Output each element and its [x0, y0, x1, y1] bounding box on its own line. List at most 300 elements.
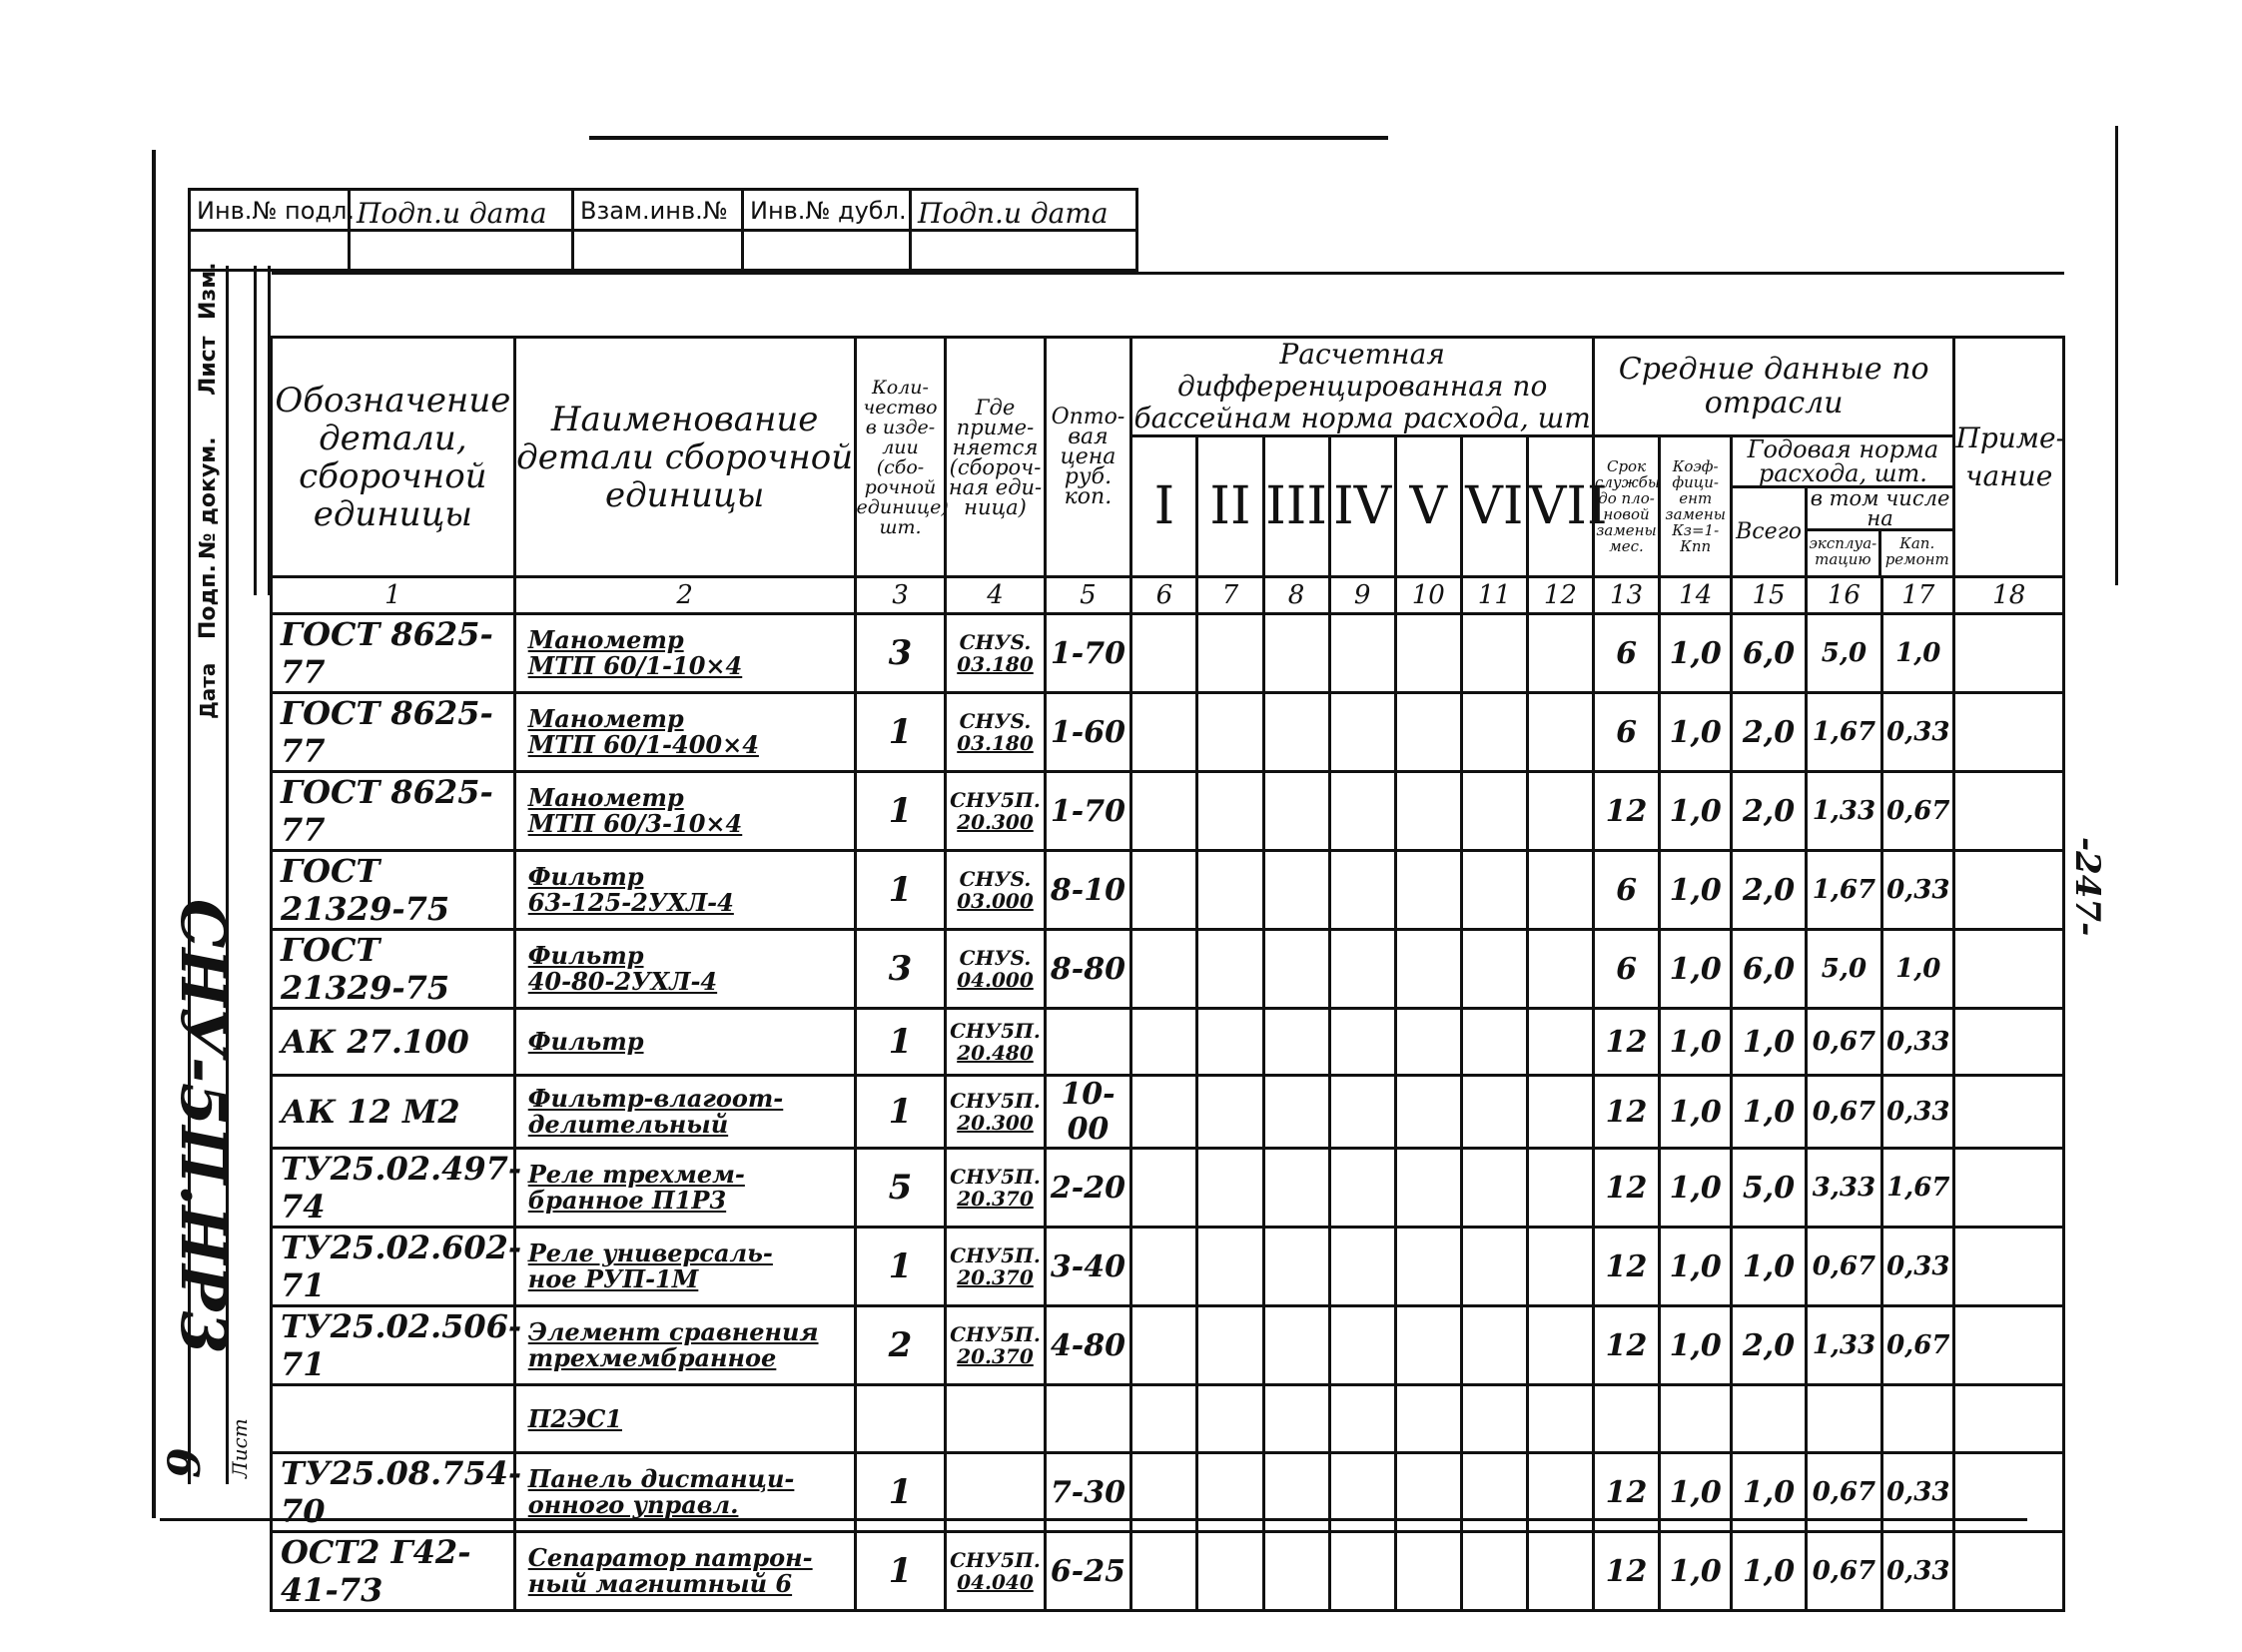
frame-left-line	[152, 150, 156, 1518]
cell-where	[946, 1228, 1045, 1306]
coef-text: 1,0	[1669, 872, 1722, 908]
where-line-2: 03.180	[957, 652, 1034, 676]
cell-basin-9	[1329, 772, 1395, 851]
cell-total	[1732, 1076, 1806, 1149]
where-line-1: СНУ5П.	[950, 1548, 1041, 1572]
stamp-vzam-inv: Взам.инв.№	[580, 197, 728, 225]
cell-basin-12	[1527, 851, 1593, 930]
cap-repair-text: 1,0	[1895, 638, 1941, 668]
where-line-1: СНУS.	[959, 630, 1032, 654]
cell-exploit	[1806, 851, 1881, 930]
price-text: 10-00	[1061, 1077, 1116, 1147]
exploit-text: 3,33	[1812, 1173, 1876, 1203]
name-line-2: бранное П1Р3	[527, 1186, 727, 1215]
qty-text: 1	[888, 1246, 913, 1286]
cell-designation	[272, 1009, 515, 1076]
cell-basin-11	[1461, 772, 1527, 851]
header-basin-norm: Расчетная дифференцированная по бассейнам норма расхода, шт	[1131, 338, 1594, 436]
table-row	[272, 1149, 2064, 1228]
cell-coef	[1660, 930, 1732, 1009]
cell-note	[1954, 772, 2064, 851]
cell-price	[1045, 930, 1131, 1009]
cap-repair-text: 0,33	[1886, 1097, 1950, 1127]
cell-note	[1954, 693, 2064, 772]
where-line-1: СНУ5П.	[950, 1089, 1041, 1113]
cell-basin-10	[1395, 614, 1461, 693]
designation-text: ТУ25.02.497-74	[281, 1150, 522, 1226]
cell-coef	[1660, 1306, 1732, 1385]
cell-service-life	[1593, 1076, 1659, 1149]
cell-note	[1954, 851, 2064, 930]
cell-price	[1045, 772, 1131, 851]
header-designation: Обозначение детали, сборочной единицы	[272, 338, 515, 577]
cell-service-life	[1593, 693, 1659, 772]
cell-designation	[272, 1076, 515, 1149]
coef-text: 1,0	[1669, 1024, 1722, 1060]
service-life-text: 12	[1605, 1170, 1648, 1206]
cell-designation	[272, 772, 515, 851]
cell-basin-9	[1329, 1228, 1395, 1306]
price-text: 1-70	[1050, 793, 1125, 829]
designation-text: ГОСТ 8625-77	[281, 773, 493, 849]
cell-basin-11	[1461, 1532, 1527, 1611]
cell-name	[514, 1149, 855, 1228]
col-num: 15	[1732, 577, 1806, 614]
coef-text: 1,0	[1669, 635, 1722, 671]
price-text: 4-80	[1050, 1327, 1125, 1363]
where-line-2: 04.040	[957, 1570, 1034, 1594]
cell-basin-9	[1329, 1385, 1395, 1453]
cell-total	[1732, 1385, 1806, 1453]
service-life-text: 6	[1616, 714, 1637, 750]
cell-basin-11	[1461, 1228, 1527, 1306]
table-row	[272, 851, 2064, 930]
qty-text: 1	[888, 1472, 913, 1512]
cell-basin-8	[1263, 1453, 1329, 1532]
col-num: 9	[1329, 577, 1395, 614]
cell-note	[1954, 614, 2064, 693]
cell-designation	[272, 1532, 515, 1611]
cell-price	[1045, 614, 1131, 693]
cap-repair-text: 0,67	[1886, 796, 1950, 826]
exploit-text: 1,33	[1812, 796, 1876, 826]
coef-text: 1,0	[1669, 1327, 1722, 1363]
cell-where	[946, 1149, 1045, 1228]
cell-basin-12	[1527, 1076, 1593, 1149]
header-qty: Коли-чество в изде-лии (сбо-рочной единице) шт.	[855, 338, 946, 577]
where-line-2: 20.370	[957, 1187, 1034, 1211]
total-text: 5,0	[1742, 1170, 1796, 1206]
table-row	[272, 1076, 2064, 1149]
price-text: 8-80	[1050, 951, 1125, 987]
where-line-2: 20.370	[957, 1265, 1034, 1289]
cell-basin-7	[1197, 1306, 1263, 1385]
header-incl: в том числе на эксплуа-тацию Кап. ремонт	[1806, 487, 1954, 577]
roman-7: VII	[1527, 436, 1593, 577]
cell-total	[1732, 1453, 1806, 1532]
header-coef: Коэф-фици-ент замены Кз=1-Кnп	[1660, 436, 1732, 577]
page-mark: -247-	[2067, 837, 2107, 937]
cell-basin-9	[1329, 1453, 1395, 1532]
cell-name	[514, 772, 855, 851]
stamp-podp-data-2: Подп.и дата	[918, 197, 1109, 230]
name-line-2: онного управл.	[527, 1490, 739, 1519]
designation-text: ГОСТ 8625-77	[281, 694, 493, 770]
service-life-text: 6	[1616, 635, 1637, 671]
column-number-row	[272, 577, 2064, 614]
cell-total	[1732, 930, 1806, 1009]
cell-total	[1732, 1228, 1806, 1306]
where-line-2: 03.000	[957, 889, 1034, 913]
cell-basin-12	[1527, 1453, 1593, 1532]
cell-designation	[272, 851, 515, 930]
cell-basin-9	[1329, 693, 1395, 772]
cap-repair-text: 0,33	[1886, 1027, 1950, 1057]
name-line-1: Панель дистанци-	[527, 1464, 795, 1493]
strip-line-3	[254, 266, 257, 595]
cell-qty	[855, 930, 946, 1009]
qty-text: 1	[888, 791, 913, 831]
where-line-1: СНУ5П.	[950, 1322, 1041, 1346]
where-line-1: СНУS.	[959, 709, 1032, 733]
cell-basin-9	[1329, 1306, 1395, 1385]
table-row	[272, 930, 2064, 1009]
cell-basin-11	[1461, 1306, 1527, 1385]
name-line-1: Фильтр	[527, 941, 644, 970]
where-line-2: 03.180	[957, 731, 1034, 755]
designation-text: ТУ25.02.602-71	[281, 1229, 522, 1304]
frame-top-line	[589, 136, 1388, 140]
cell-exploit	[1806, 693, 1881, 772]
col-num: 7	[1197, 577, 1263, 614]
cell-coef	[1660, 1385, 1732, 1453]
exploit-text: 5,0	[1821, 954, 1868, 984]
side-podp: Подп.	[196, 564, 221, 639]
cell-total	[1732, 772, 1806, 851]
cell-note	[1954, 1532, 2064, 1611]
cell-where	[946, 693, 1045, 772]
cell-basin-9	[1329, 1076, 1395, 1149]
cell-note	[1954, 930, 2064, 1009]
cell-name	[514, 851, 855, 930]
cell-basin-9	[1329, 851, 1395, 930]
col-num: 5	[1045, 577, 1131, 614]
cell-basin-7	[1197, 772, 1263, 851]
cell-basin-10	[1395, 1228, 1461, 1306]
qty-text: 1	[888, 712, 913, 752]
cell-designation	[272, 614, 515, 693]
sheet-number: 9	[160, 1447, 211, 1478]
cell-basin-7	[1197, 930, 1263, 1009]
cell-cap-repair	[1882, 930, 1954, 1009]
cell-basin-8	[1263, 1306, 1329, 1385]
roman-5: V	[1395, 436, 1461, 577]
total-text: 1,0	[1742, 1474, 1796, 1510]
cell-qty	[855, 1149, 946, 1228]
cell-where	[946, 930, 1045, 1009]
cell-service-life	[1593, 1453, 1659, 1532]
coef-text: 1,0	[1669, 1248, 1722, 1284]
cell-basin-9	[1329, 1532, 1395, 1611]
cell-cap-repair	[1882, 1453, 1954, 1532]
price-text: 8-10	[1050, 872, 1125, 908]
coef-text: 1,0	[1669, 1553, 1722, 1589]
total-text: 2,0	[1742, 714, 1796, 750]
header-cap-repair: Кап. ремонт	[1884, 534, 1949, 568]
col-num: 17	[1882, 577, 1954, 614]
cell-service-life	[1593, 1385, 1659, 1453]
col-num: 1	[272, 577, 515, 614]
cell-exploit	[1806, 1453, 1881, 1532]
cell-service-life	[1593, 930, 1659, 1009]
col-num: 14	[1660, 577, 1732, 614]
cell-service-life	[1593, 614, 1659, 693]
header-exploit: эксплуа-тацию	[1808, 531, 1881, 575]
cell-coef	[1660, 614, 1732, 693]
cell-qty	[855, 772, 946, 851]
cell-coef	[1660, 693, 1732, 772]
cell-coef	[1660, 1532, 1732, 1611]
cell-total	[1732, 1306, 1806, 1385]
cell-note	[1954, 1009, 2064, 1076]
cell-basin-8	[1263, 851, 1329, 930]
cell-basin-6	[1131, 1149, 1197, 1228]
document-stamp	[188, 188, 1138, 272]
stamp-podp-data-1: Подп.и дата	[357, 197, 547, 230]
service-life-text: 12	[1605, 793, 1648, 829]
cap-repair-text: 0,67	[1886, 1330, 1950, 1360]
cell-qty	[855, 693, 946, 772]
cell-designation	[272, 930, 515, 1009]
cell-total	[1732, 1149, 1806, 1228]
cell-basin-11	[1461, 1076, 1527, 1149]
cell-basin-10	[1395, 1453, 1461, 1532]
cell-where	[946, 772, 1045, 851]
cell-basin-8	[1263, 1076, 1329, 1149]
cell-basin-8	[1263, 1532, 1329, 1611]
where-line-1: СНУ5П.	[950, 1019, 1041, 1043]
header-service-life: Срок службы до пло-новой замены мес.	[1593, 436, 1659, 577]
designation-text: ГОСТ 21329-75	[281, 852, 450, 928]
cell-basin-7	[1197, 851, 1263, 930]
cell-exploit	[1806, 1228, 1881, 1306]
cell-basin-7	[1197, 1228, 1263, 1306]
exploit-text: 0,67	[1812, 1027, 1876, 1057]
cell-basin-11	[1461, 1149, 1527, 1228]
exploit-text: 0,67	[1812, 1556, 1876, 1586]
where-line-2: 20.370	[957, 1344, 1034, 1368]
cell-price	[1045, 1532, 1131, 1611]
cell-basin-6	[1131, 614, 1197, 693]
coef-text: 1,0	[1669, 1170, 1722, 1206]
price-text: 1-60	[1050, 714, 1125, 750]
cell-basin-7	[1197, 693, 1263, 772]
cell-note	[1954, 1453, 2064, 1532]
exploit-text: 0,67	[1812, 1251, 1876, 1281]
cell-basin-11	[1461, 693, 1527, 772]
table-row	[272, 1009, 2064, 1076]
cell-basin-8	[1263, 772, 1329, 851]
cell-total	[1732, 614, 1806, 693]
qty-text: 3	[888, 949, 913, 989]
cell-service-life	[1593, 1306, 1659, 1385]
cell-basin-12	[1527, 1532, 1593, 1611]
stamp-inv-podl: Инв.№ подл.	[197, 197, 355, 225]
table-row	[272, 1228, 2064, 1306]
roman-2: II	[1197, 436, 1263, 577]
total-text: 6,0	[1742, 635, 1796, 671]
name-line-1: Манометр	[527, 625, 684, 654]
cell-basin-12	[1527, 1149, 1593, 1228]
name-line-1: П2ЭС1	[527, 1403, 622, 1433]
cell-coef	[1660, 851, 1732, 930]
table-row	[272, 772, 2064, 851]
where-line-1: СНУ5П.	[950, 1165, 1041, 1189]
cell-qty	[855, 851, 946, 930]
where-line-2: 04.000	[957, 968, 1034, 992]
cell-cap-repair	[1882, 1306, 1954, 1385]
cell-basin-10	[1395, 1532, 1461, 1611]
cell-price	[1045, 1306, 1131, 1385]
cell-cap-repair	[1882, 1009, 1954, 1076]
where-line-2: 20.300	[957, 1111, 1034, 1135]
cell-basin-8	[1263, 614, 1329, 693]
cell-basin-10	[1395, 772, 1461, 851]
cell-designation	[272, 1385, 515, 1453]
exploit-text: 1,67	[1812, 875, 1876, 905]
where-line-1: СНУS.	[959, 867, 1032, 891]
name-line-2: МТП 60/1-10×4	[527, 651, 743, 680]
designation-text: ТУ25.02.506-71	[281, 1307, 522, 1383]
cell-designation	[272, 1149, 522, 1228]
cell-basin-6	[1131, 1228, 1197, 1306]
cell-basin-8	[1263, 1009, 1329, 1076]
cell-name	[514, 1385, 855, 1453]
service-life-text: 12	[1605, 1094, 1648, 1130]
cell-basin-11	[1461, 1385, 1527, 1453]
name-line-1: Элемент сравнения	[527, 1317, 819, 1346]
total-text: 1,0	[1742, 1024, 1796, 1060]
cell-where	[946, 851, 1045, 930]
exploit-text: 0,67	[1812, 1477, 1876, 1507]
cell-basin-6	[1131, 851, 1197, 930]
service-life-text: 12	[1605, 1474, 1648, 1510]
cell-cap-repair	[1882, 1149, 1954, 1228]
cell-coef	[1660, 1009, 1732, 1076]
name-line-2: ный магнитный 6	[527, 1569, 793, 1598]
cell-note	[1954, 1306, 2064, 1385]
roman-1: I	[1131, 436, 1197, 577]
cell-exploit	[1806, 1009, 1881, 1076]
header-where: Где приме-няется (сбороч-ная еди-ница)	[946, 338, 1045, 577]
cell-basin-9	[1329, 614, 1395, 693]
cell-coef	[1660, 772, 1732, 851]
col-num: 13	[1593, 577, 1659, 614]
cell-basin-12	[1527, 930, 1593, 1009]
spec-table	[270, 272, 2065, 1612]
cell-basin-6	[1131, 693, 1197, 772]
total-text: 1,0	[1742, 1094, 1796, 1130]
cell-where	[946, 1532, 1045, 1611]
cell-name	[514, 1532, 855, 1611]
cell-basin-9	[1329, 930, 1395, 1009]
sheet-label: Лист	[228, 1418, 252, 1478]
total-text: 1,0	[1742, 1248, 1796, 1284]
cell-basin-11	[1461, 930, 1527, 1009]
qty-text: 2	[888, 1325, 913, 1365]
cell-exploit	[1806, 1385, 1881, 1453]
cell-basin-8	[1263, 1385, 1329, 1453]
cell-basin-11	[1461, 1453, 1527, 1532]
cell-cap-repair	[1882, 772, 1954, 851]
cell-exploit	[1806, 1532, 1881, 1611]
cell-note	[1954, 1149, 2064, 1228]
cap-repair-text: 0,33	[1886, 875, 1950, 905]
designation-text: АК 27.100	[281, 1023, 469, 1061]
cell-note	[1954, 1228, 2064, 1306]
cap-repair-text: 0,33	[1886, 1556, 1950, 1586]
cell-price	[1045, 1009, 1131, 1076]
cell-price	[1045, 693, 1131, 772]
cell-cap-repair	[1882, 614, 1954, 693]
where-line-1: СНУ5П.	[950, 788, 1041, 812]
designation-text: ТУ25.08.754-70	[281, 1454, 522, 1530]
cell-exploit	[1806, 1306, 1881, 1385]
cell-qty	[855, 1228, 946, 1306]
name-line-1: Манометр	[527, 783, 684, 812]
cell-name	[514, 1453, 855, 1532]
cell-basin-7	[1197, 1385, 1263, 1453]
cell-qty	[855, 1385, 946, 1453]
col-num: 18	[1954, 577, 2064, 614]
cell-where	[946, 1306, 1045, 1385]
name-line-2: делительный	[527, 1110, 729, 1139]
cell-designation	[272, 1453, 522, 1532]
cell-basin-6	[1131, 1009, 1197, 1076]
cell-designation	[272, 1228, 522, 1306]
cell-note	[1954, 1385, 2064, 1453]
cap-repair-text: 1,67	[1886, 1173, 1950, 1203]
name-line-1: Манометр	[527, 704, 684, 733]
qty-text: 1	[888, 1092, 913, 1132]
cell-basin-12	[1527, 1228, 1593, 1306]
col-num: 6	[1131, 577, 1197, 614]
coef-text: 1,0	[1669, 1094, 1722, 1130]
cell-service-life	[1593, 1228, 1659, 1306]
cell-basin-6	[1131, 1532, 1197, 1611]
roman-4: IV	[1329, 436, 1395, 577]
col-num: 2	[514, 577, 855, 614]
cell-designation	[272, 1306, 522, 1385]
side-n-dokum: № докум.	[196, 436, 221, 559]
cell-basin-10	[1395, 930, 1461, 1009]
cell-price	[1045, 1453, 1131, 1532]
cell-exploit	[1806, 930, 1881, 1009]
frame-right-line	[2115, 126, 2118, 585]
cell-basin-6	[1131, 930, 1197, 1009]
cell-basin-8	[1263, 1228, 1329, 1306]
table-row	[272, 1532, 2064, 1611]
cell-basin-7	[1197, 1532, 1263, 1611]
cell-basin-11	[1461, 1009, 1527, 1076]
table-row	[272, 1385, 2064, 1453]
cell-basin-6	[1131, 1076, 1197, 1149]
cell-basin-7	[1197, 1453, 1263, 1532]
price-text: 2-20	[1050, 1170, 1125, 1206]
cell-name	[514, 930, 855, 1009]
cell-basin-12	[1527, 772, 1593, 851]
cell-name	[514, 1076, 855, 1149]
